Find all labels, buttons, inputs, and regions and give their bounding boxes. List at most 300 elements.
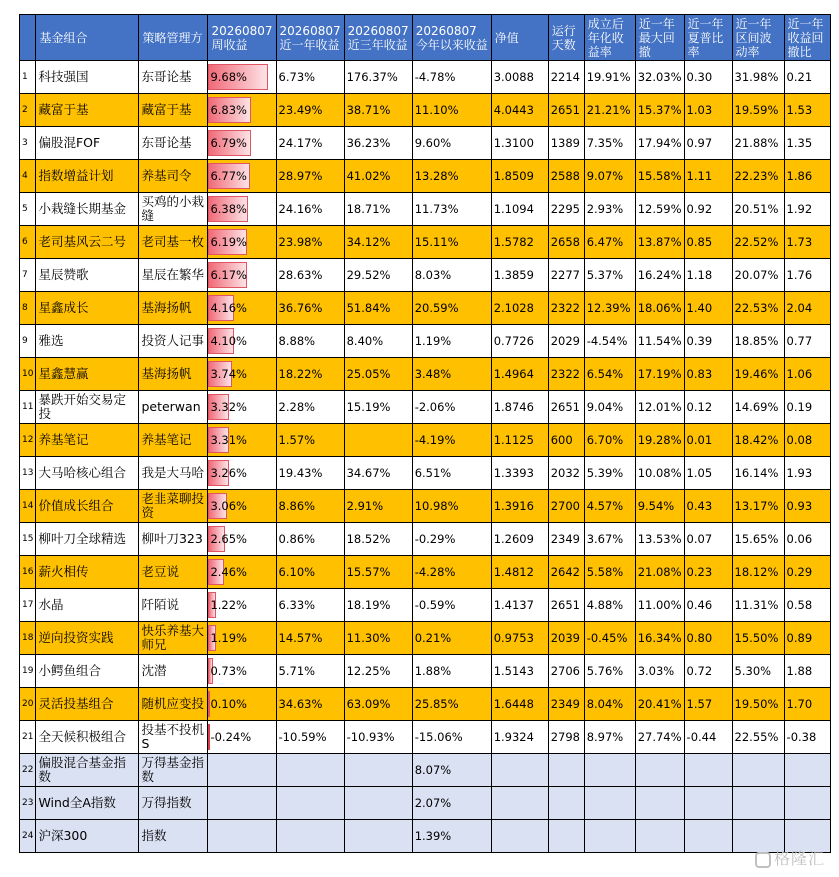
table-row[interactable] — [20, 292, 831, 325]
metric-sharpe: 1.05 — [684, 457, 732, 490]
row-index: 8 — [20, 292, 36, 325]
metric-y1: 6.33% — [276, 589, 344, 622]
metric-vol: 14.69% — [732, 391, 784, 424]
benchmark-ytd: 1.39% — [412, 820, 491, 853]
metric-nav: 0.9753 — [491, 622, 548, 655]
row-index: 12 — [20, 424, 36, 457]
table-body — [20, 61, 831, 853]
fund-name: 指数增益计划 — [36, 160, 139, 193]
column-header[interactable]: 20260807 周收益 — [208, 15, 276, 61]
metric-ytd: 11.73% — [412, 193, 491, 226]
week-return-value: 9.68% — [210, 70, 247, 84]
manager-name: 投资人记事 — [139, 325, 208, 358]
metric-y1: 19.43% — [276, 457, 344, 490]
row-index: 19 — [20, 655, 36, 688]
metric-y1: 6.73% — [276, 61, 344, 94]
metric-calmar: 1.86 — [784, 160, 830, 193]
watermark — [755, 846, 825, 869]
metric-vol: 11.31% — [732, 589, 784, 622]
table-row[interactable] — [20, 457, 831, 490]
metric-sharpe: 1.57 — [684, 688, 732, 721]
empty-cell — [548, 787, 584, 820]
week-return-value: 3.74% — [210, 367, 247, 381]
metric-mdd: 13.53% — [635, 523, 684, 556]
metric-ann: 6.54% — [584, 358, 635, 391]
metric-sharpe: 0.01 — [684, 424, 732, 457]
fund-name: 星辰赞歌 — [36, 259, 139, 292]
fund-portfolio-table — [19, 14, 831, 853]
empty-cell — [635, 820, 684, 853]
metric-ann: 5.58% — [584, 556, 635, 589]
week-return-value: 2.46% — [210, 565, 247, 579]
metric-y3: 34.67% — [344, 457, 412, 490]
metric-days: 2651 — [548, 94, 584, 127]
manager-name: 藏富于基 — [139, 94, 208, 127]
metric-y1: -10.59% — [276, 721, 344, 754]
metric-y1: 24.16% — [276, 193, 344, 226]
manager-name: 老豆说 — [139, 556, 208, 589]
manager-name: 基海扬帆 — [139, 358, 208, 391]
metric-calmar: 0.19 — [784, 391, 830, 424]
week-return-cell — [208, 688, 276, 721]
empty-cell — [276, 754, 344, 787]
metric-calmar: 1.88 — [784, 655, 830, 688]
row-index: 17 — [20, 589, 36, 622]
metric-ytd: 10.98% — [412, 490, 491, 523]
manager-name: 老韭菜聊投资 — [139, 490, 208, 523]
fund-name: 小鳄鱼组合 — [36, 655, 139, 688]
row-index: 13 — [20, 457, 36, 490]
metric-days: 2322 — [548, 358, 584, 391]
table-row[interactable] — [20, 655, 831, 688]
fund-name: 暴跌开始交易定投 — [36, 391, 139, 424]
empty-cell — [584, 820, 635, 853]
row-index: 22 — [20, 754, 36, 787]
metric-ytd: 3.48% — [412, 358, 491, 391]
metric-nav: 0.7726 — [491, 325, 548, 358]
week-return-cell — [208, 622, 276, 655]
empty-cell — [344, 820, 412, 853]
metric-calmar: 1.70 — [784, 688, 830, 721]
metric-y3: 15.57% — [344, 556, 412, 589]
metric-mdd: 3.03% — [635, 655, 684, 688]
metric-ann: 6.70% — [584, 424, 635, 457]
metric-ytd: 15.11% — [412, 226, 491, 259]
week-return-cell — [208, 325, 276, 358]
week-return-cell — [208, 61, 276, 94]
metric-calmar: 1.53 — [784, 94, 830, 127]
row-index: 4 — [20, 160, 36, 193]
metric-mdd: 20.41% — [635, 688, 684, 721]
week-return-cell — [208, 292, 276, 325]
metric-ytd: 25.85% — [412, 688, 491, 721]
row-index: 20 — [20, 688, 36, 721]
metric-ann: 8.97% — [584, 721, 635, 754]
metric-days: 2349 — [548, 688, 584, 721]
table-row[interactable] — [20, 94, 831, 127]
metric-sharpe: 0.30 — [684, 61, 732, 94]
week-return-value: 1.22% — [210, 598, 247, 612]
metric-y1: 8.86% — [276, 490, 344, 523]
metric-vol: 15.50% — [732, 622, 784, 655]
empty-cell — [732, 754, 784, 787]
week-return-value: -0.24% — [210, 730, 252, 744]
fund-name: 雅选 — [36, 325, 139, 358]
metric-mdd: 10.08% — [635, 457, 684, 490]
watermark-text: 格隆汇 — [773, 849, 825, 868]
benchmark-row[interactable] — [20, 787, 831, 820]
fund-name: 科技强国 — [36, 61, 139, 94]
week-return-cell — [208, 721, 276, 754]
table-row[interactable] — [20, 193, 831, 226]
metric-nav: 4.0443 — [491, 94, 548, 127]
metric-calmar: 1.73 — [784, 226, 830, 259]
fund-name: 逆向投资实践 — [36, 622, 139, 655]
week-return-value: 3.31% — [210, 433, 247, 447]
metric-ytd: 1.88% — [412, 655, 491, 688]
metric-ytd: 20.59% — [412, 292, 491, 325]
metric-y3: 12.25% — [344, 655, 412, 688]
metric-nav: 1.4137 — [491, 589, 548, 622]
metric-y3: 29.52% — [344, 259, 412, 292]
week-return-value: 3.06% — [210, 499, 247, 513]
empty-cell — [344, 787, 412, 820]
metric-calmar: 1.76 — [784, 259, 830, 292]
metric-ann: 21.21% — [584, 94, 635, 127]
benchmark-source: 指数 — [139, 820, 208, 853]
week-return-cell — [208, 94, 276, 127]
week-return-cell — [208, 259, 276, 292]
metric-sharpe: 0.43 — [684, 490, 732, 523]
week-return-cell — [208, 655, 276, 688]
metric-sharpe: 1.18 — [684, 259, 732, 292]
metric-days: 2651 — [548, 589, 584, 622]
metric-nav: 1.3100 — [491, 127, 548, 160]
metric-mdd: 12.59% — [635, 193, 684, 226]
manager-name: 东哥论基 — [139, 127, 208, 160]
week-return-value: 3.26% — [210, 466, 247, 480]
metric-days: 2700 — [548, 490, 584, 523]
metric-days: 2277 — [548, 259, 584, 292]
table-row[interactable] — [20, 358, 831, 391]
fund-name: 老司基风云二号 — [36, 226, 139, 259]
metric-calmar: 1.06 — [784, 358, 830, 391]
column-header[interactable]: 20260807 近一年收益 — [276, 15, 344, 61]
metric-y3: 63.09% — [344, 688, 412, 721]
metric-calmar: 0.58 — [784, 589, 830, 622]
header-row — [20, 15, 831, 61]
table-row[interactable] — [20, 259, 831, 292]
benchmark-source: 万得指数 — [139, 787, 208, 820]
metric-calmar: -0.38 — [784, 721, 830, 754]
table-row[interactable] — [20, 589, 831, 622]
metric-calmar: 2.04 — [784, 292, 830, 325]
empty-cell — [684, 820, 732, 853]
empty-cell — [491, 787, 548, 820]
metric-mdd: 12.01% — [635, 391, 684, 424]
metric-ann: 9.04% — [584, 391, 635, 424]
column-header[interactable]: 净值 — [491, 15, 548, 61]
metric-y1: 23.98% — [276, 226, 344, 259]
metric-ann: 12.39% — [584, 292, 635, 325]
week-return-value: 6.38% — [210, 202, 247, 216]
table-row[interactable] — [20, 391, 831, 424]
empty-cell — [276, 820, 344, 853]
metric-y1: 6.10% — [276, 556, 344, 589]
metric-sharpe: 0.23 — [684, 556, 732, 589]
column-header[interactable]: 成立后 年化收 益率 — [584, 15, 635, 61]
column-header[interactable]: 近一年 区间波 动率 — [732, 15, 784, 61]
metric-days: 2322 — [548, 292, 584, 325]
metric-y3: 51.84% — [344, 292, 412, 325]
metric-vol: 21.88% — [732, 127, 784, 160]
metric-y3: 36.23% — [344, 127, 412, 160]
metric-calmar: 0.77 — [784, 325, 830, 358]
table-row[interactable] — [20, 424, 831, 457]
metric-calmar: 0.29 — [784, 556, 830, 589]
row-index: 11 — [20, 391, 36, 424]
week-return-cell — [208, 457, 276, 490]
benchmark-name: 沪深300 — [36, 820, 139, 853]
table-row[interactable] — [20, 325, 831, 358]
row-index: 21 — [20, 721, 36, 754]
table-row[interactable] — [20, 688, 831, 721]
metric-ann: -0.45% — [584, 622, 635, 655]
fund-name: 养基笔记 — [36, 424, 139, 457]
column-header[interactable]: 20260807 近三年收益 — [344, 15, 412, 61]
empty-cell — [584, 754, 635, 787]
benchmark-ytd: 2.07% — [412, 787, 491, 820]
metric-ann: 4.57% — [584, 490, 635, 523]
week-return-value: 2.65% — [210, 532, 247, 546]
metric-nav: 1.1094 — [491, 193, 548, 226]
fund-name: 藏富于基 — [36, 94, 139, 127]
metric-mdd: 11.00% — [635, 589, 684, 622]
metric-y3: 176.37% — [344, 61, 412, 94]
row-index: 7 — [20, 259, 36, 292]
metric-vol: 18.42% — [732, 424, 784, 457]
benchmark-name: 偏股混合基金指数 — [36, 754, 139, 787]
table-row[interactable] — [20, 721, 831, 754]
metric-ann: 3.67% — [584, 523, 635, 556]
metric-nav: 1.1125 — [491, 424, 548, 457]
metric-nav: 1.4812 — [491, 556, 548, 589]
fund-name: 灵活投基组合 — [36, 688, 139, 721]
column-header[interactable]: 近一年 最大回 撤 — [635, 15, 684, 61]
manager-name: 养基笔记 — [139, 424, 208, 457]
metric-ann: 7.35% — [584, 127, 635, 160]
metric-y1: 28.97% — [276, 160, 344, 193]
week-return-value: 6.19% — [210, 235, 247, 249]
row-index: 24 — [20, 820, 36, 853]
manager-name: 阡陌说 — [139, 589, 208, 622]
metric-nav: 1.5143 — [491, 655, 548, 688]
metric-ytd: 8.03% — [412, 259, 491, 292]
manager-name: 柳叶刀323 — [139, 523, 208, 556]
table-row[interactable] — [20, 160, 831, 193]
metric-ytd: 0.21% — [412, 622, 491, 655]
metric-nav: 1.3393 — [491, 457, 548, 490]
metric-mdd: 17.94% — [635, 127, 684, 160]
empty-cell — [208, 787, 276, 820]
metric-y3: 25.05% — [344, 358, 412, 391]
week-return-cell — [208, 226, 276, 259]
metric-calmar: 0.21 — [784, 61, 830, 94]
metric-ann: 6.47% — [584, 226, 635, 259]
empty-cell — [208, 754, 276, 787]
fund-name: 薪火相传 — [36, 556, 139, 589]
column-header[interactable]: 运行 天数 — [548, 15, 584, 61]
table-row[interactable] — [20, 61, 831, 94]
metric-ann: 19.91% — [584, 61, 635, 94]
manager-name: peterwan — [139, 391, 208, 424]
metric-nav: 3.0088 — [491, 61, 548, 94]
row-index: 16 — [20, 556, 36, 589]
table-row[interactable] — [20, 127, 831, 160]
manager-name: 随机应变投 — [139, 688, 208, 721]
metric-calmar: 1.92 — [784, 193, 830, 226]
row-index: 15 — [20, 523, 36, 556]
metric-days: 2642 — [548, 556, 584, 589]
metric-vol: 19.50% — [732, 688, 784, 721]
metric-vol: 18.12% — [732, 556, 784, 589]
metric-y1: 28.63% — [276, 259, 344, 292]
column-header[interactable]: 基金组合 — [36, 15, 139, 61]
table-row[interactable] — [20, 622, 831, 655]
metric-y1: 5.71% — [276, 655, 344, 688]
metric-y1: 2.28% — [276, 391, 344, 424]
column-header[interactable]: 20260807 今年以来收益 — [412, 15, 491, 61]
row-index: 2 — [20, 94, 36, 127]
metric-days: 2651 — [548, 391, 584, 424]
week-return-value: 4.16% — [210, 301, 247, 315]
metric-mdd: 18.06% — [635, 292, 684, 325]
benchmark-row[interactable] — [20, 754, 831, 787]
metric-mdd: 16.34% — [635, 622, 684, 655]
row-index: 18 — [20, 622, 36, 655]
metric-mdd: 9.54% — [635, 490, 684, 523]
week-return-cell — [208, 391, 276, 424]
manager-name: 老司基一枚 — [139, 226, 208, 259]
metric-days: 2295 — [548, 193, 584, 226]
metric-mdd: 16.24% — [635, 259, 684, 292]
week-return-cell — [208, 160, 276, 193]
metric-vol: 31.98% — [732, 61, 784, 94]
manager-name: 沈潜 — [139, 655, 208, 688]
fund-name: 水晶 — [36, 589, 139, 622]
metric-mdd: 15.37% — [635, 94, 684, 127]
metric-sharpe: 0.83 — [684, 358, 732, 391]
metric-ytd: 6.51% — [412, 457, 491, 490]
empty-cell — [344, 754, 412, 787]
metric-nav: 1.2609 — [491, 523, 548, 556]
metric-mdd: 15.58% — [635, 160, 684, 193]
metric-ann: 8.04% — [584, 688, 635, 721]
metric-ann: 5.37% — [584, 259, 635, 292]
metric-vol: 19.46% — [732, 358, 784, 391]
table-row[interactable] — [20, 226, 831, 259]
manager-name: 快乐养基大师兄 — [139, 622, 208, 655]
column-header[interactable]: 近一年 收益回 撤比 — [784, 15, 830, 61]
empty-cell — [684, 754, 732, 787]
table-row[interactable] — [20, 490, 831, 523]
week-return-cell — [208, 424, 276, 457]
metric-ytd: -0.29% — [412, 523, 491, 556]
metric-ann: 5.76% — [584, 655, 635, 688]
table-row[interactable] — [20, 556, 831, 589]
row-index: 23 — [20, 787, 36, 820]
row-index: 10 — [20, 358, 36, 391]
metric-vol: 22.53% — [732, 292, 784, 325]
metric-y3: -10.93% — [344, 721, 412, 754]
fund-name: 星鑫慧赢 — [36, 358, 139, 391]
metric-ytd: -4.78% — [412, 61, 491, 94]
week-return-value: 4.10% — [210, 334, 247, 348]
benchmark-source: 万得基金指数 — [139, 754, 208, 787]
week-return-value: 3.32% — [210, 400, 247, 414]
empty-cell — [276, 787, 344, 820]
column-header[interactable] — [20, 15, 36, 61]
row-index: 14 — [20, 490, 36, 523]
metric-y3: 18.19% — [344, 589, 412, 622]
metric-y1: 36.76% — [276, 292, 344, 325]
week-return-value: 1.19% — [210, 631, 247, 645]
metric-days: 2039 — [548, 622, 584, 655]
empty-cell — [732, 787, 784, 820]
metric-ytd: -15.06% — [412, 721, 491, 754]
metric-vol: 15.65% — [732, 523, 784, 556]
metric-days: 2706 — [548, 655, 584, 688]
metric-sharpe: 0.97 — [684, 127, 732, 160]
metric-calmar: 0.89 — [784, 622, 830, 655]
empty-cell — [684, 787, 732, 820]
metric-calmar: 0.93 — [784, 490, 830, 523]
metric-mdd: 19.28% — [635, 424, 684, 457]
metric-ann: 2.93% — [584, 193, 635, 226]
metric-y1: 14.57% — [276, 622, 344, 655]
row-index: 5 — [20, 193, 36, 226]
empty-cell — [784, 787, 830, 820]
metric-sharpe: -0.44 — [684, 721, 732, 754]
metric-vol: 20.51% — [732, 193, 784, 226]
metric-vol: 16.14% — [732, 457, 784, 490]
manager-name: 养基司令 — [139, 160, 208, 193]
metric-ytd: 9.60% — [412, 127, 491, 160]
week-return-cell — [208, 556, 276, 589]
column-header[interactable]: 策略管理方 — [139, 15, 208, 61]
metric-vol: 5.30% — [732, 655, 784, 688]
metric-calmar: 0.08 — [784, 424, 830, 457]
metric-nav: 1.5782 — [491, 226, 548, 259]
row-index: 9 — [20, 325, 36, 358]
table-row[interactable] — [20, 523, 831, 556]
metric-mdd: 27.74% — [635, 721, 684, 754]
fund-name: 全天候积极组合 — [36, 721, 139, 754]
metric-nav: 1.6448 — [491, 688, 548, 721]
metric-y3: 41.02% — [344, 160, 412, 193]
metric-sharpe: 0.39 — [684, 325, 732, 358]
metric-vol: 18.85% — [732, 325, 784, 358]
metric-ytd: 1.19% — [412, 325, 491, 358]
metric-y1: 1.57% — [276, 424, 344, 457]
column-header[interactable]: 近一年 夏普比 率 — [684, 15, 732, 61]
metric-y3: 2.91% — [344, 490, 412, 523]
metric-days: 2588 — [548, 160, 584, 193]
benchmark-row[interactable] — [20, 820, 831, 853]
metric-vol: 22.52% — [732, 226, 784, 259]
metric-mdd: 17.19% — [635, 358, 684, 391]
metric-sharpe: 0.07 — [684, 523, 732, 556]
